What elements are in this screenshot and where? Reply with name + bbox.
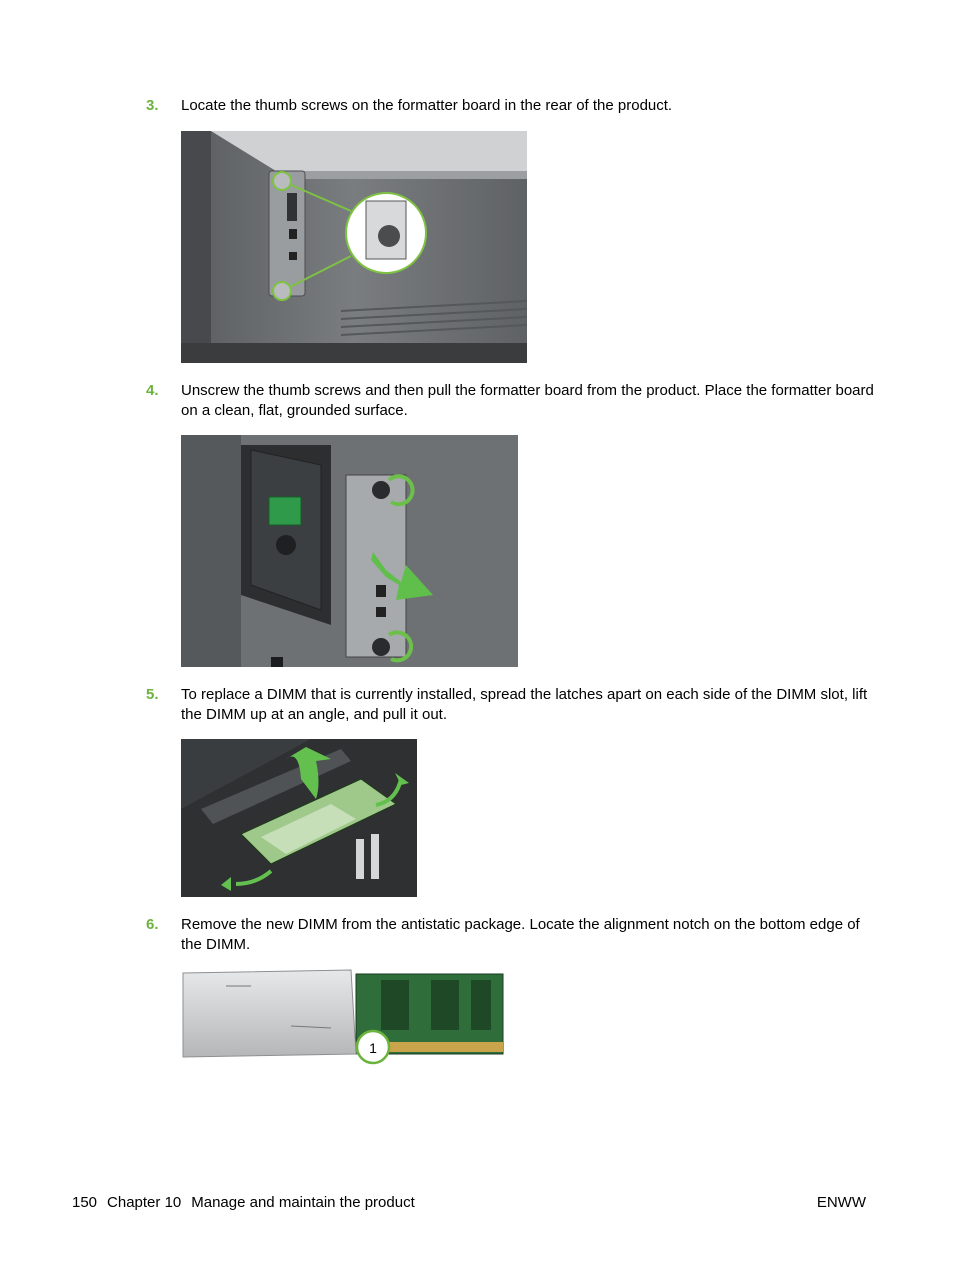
step-text: Unscrew the thumb screws and then pull the formatter board from the product. Place the formatter board on a clean, flat, grounded surface.	[181, 382, 874, 419]
step-number: 6.	[146, 916, 159, 933]
step-text: To replace a DIMM that is currently installed, spread the latches apart on each side of the DIMM slot, lift the DIMM up at an angle, and pull it out.	[181, 686, 868, 723]
remove-dimm-illustration	[181, 739, 417, 897]
step-text: Locate the thumb screws on the formatter board in the rear of the product.	[181, 97, 673, 114]
chapter-title: Manage and maintain the product	[191, 1194, 415, 1211]
new-dimm-illustration	[181, 968, 505, 1066]
page-footer-left	[72, 1193, 415, 1212]
step-number: 4.	[146, 382, 159, 399]
step-number: 3.	[146, 97, 159, 114]
doc-code: ENWW	[816, 1194, 866, 1211]
step-number: 5.	[146, 686, 159, 703]
step-text: Remove the new DIMM from the antistatic package. Locate the alignment notch on the bottom edge of the DIMM.	[181, 916, 860, 953]
chapter-label: Chapter 10	[107, 1194, 182, 1211]
formatter-thumbscrews-illustration	[181, 131, 527, 363]
page-number: 150	[72, 1194, 98, 1211]
remove-formatter-board-illustration	[181, 435, 518, 667]
callout-label: 1	[369, 1040, 377, 1056]
